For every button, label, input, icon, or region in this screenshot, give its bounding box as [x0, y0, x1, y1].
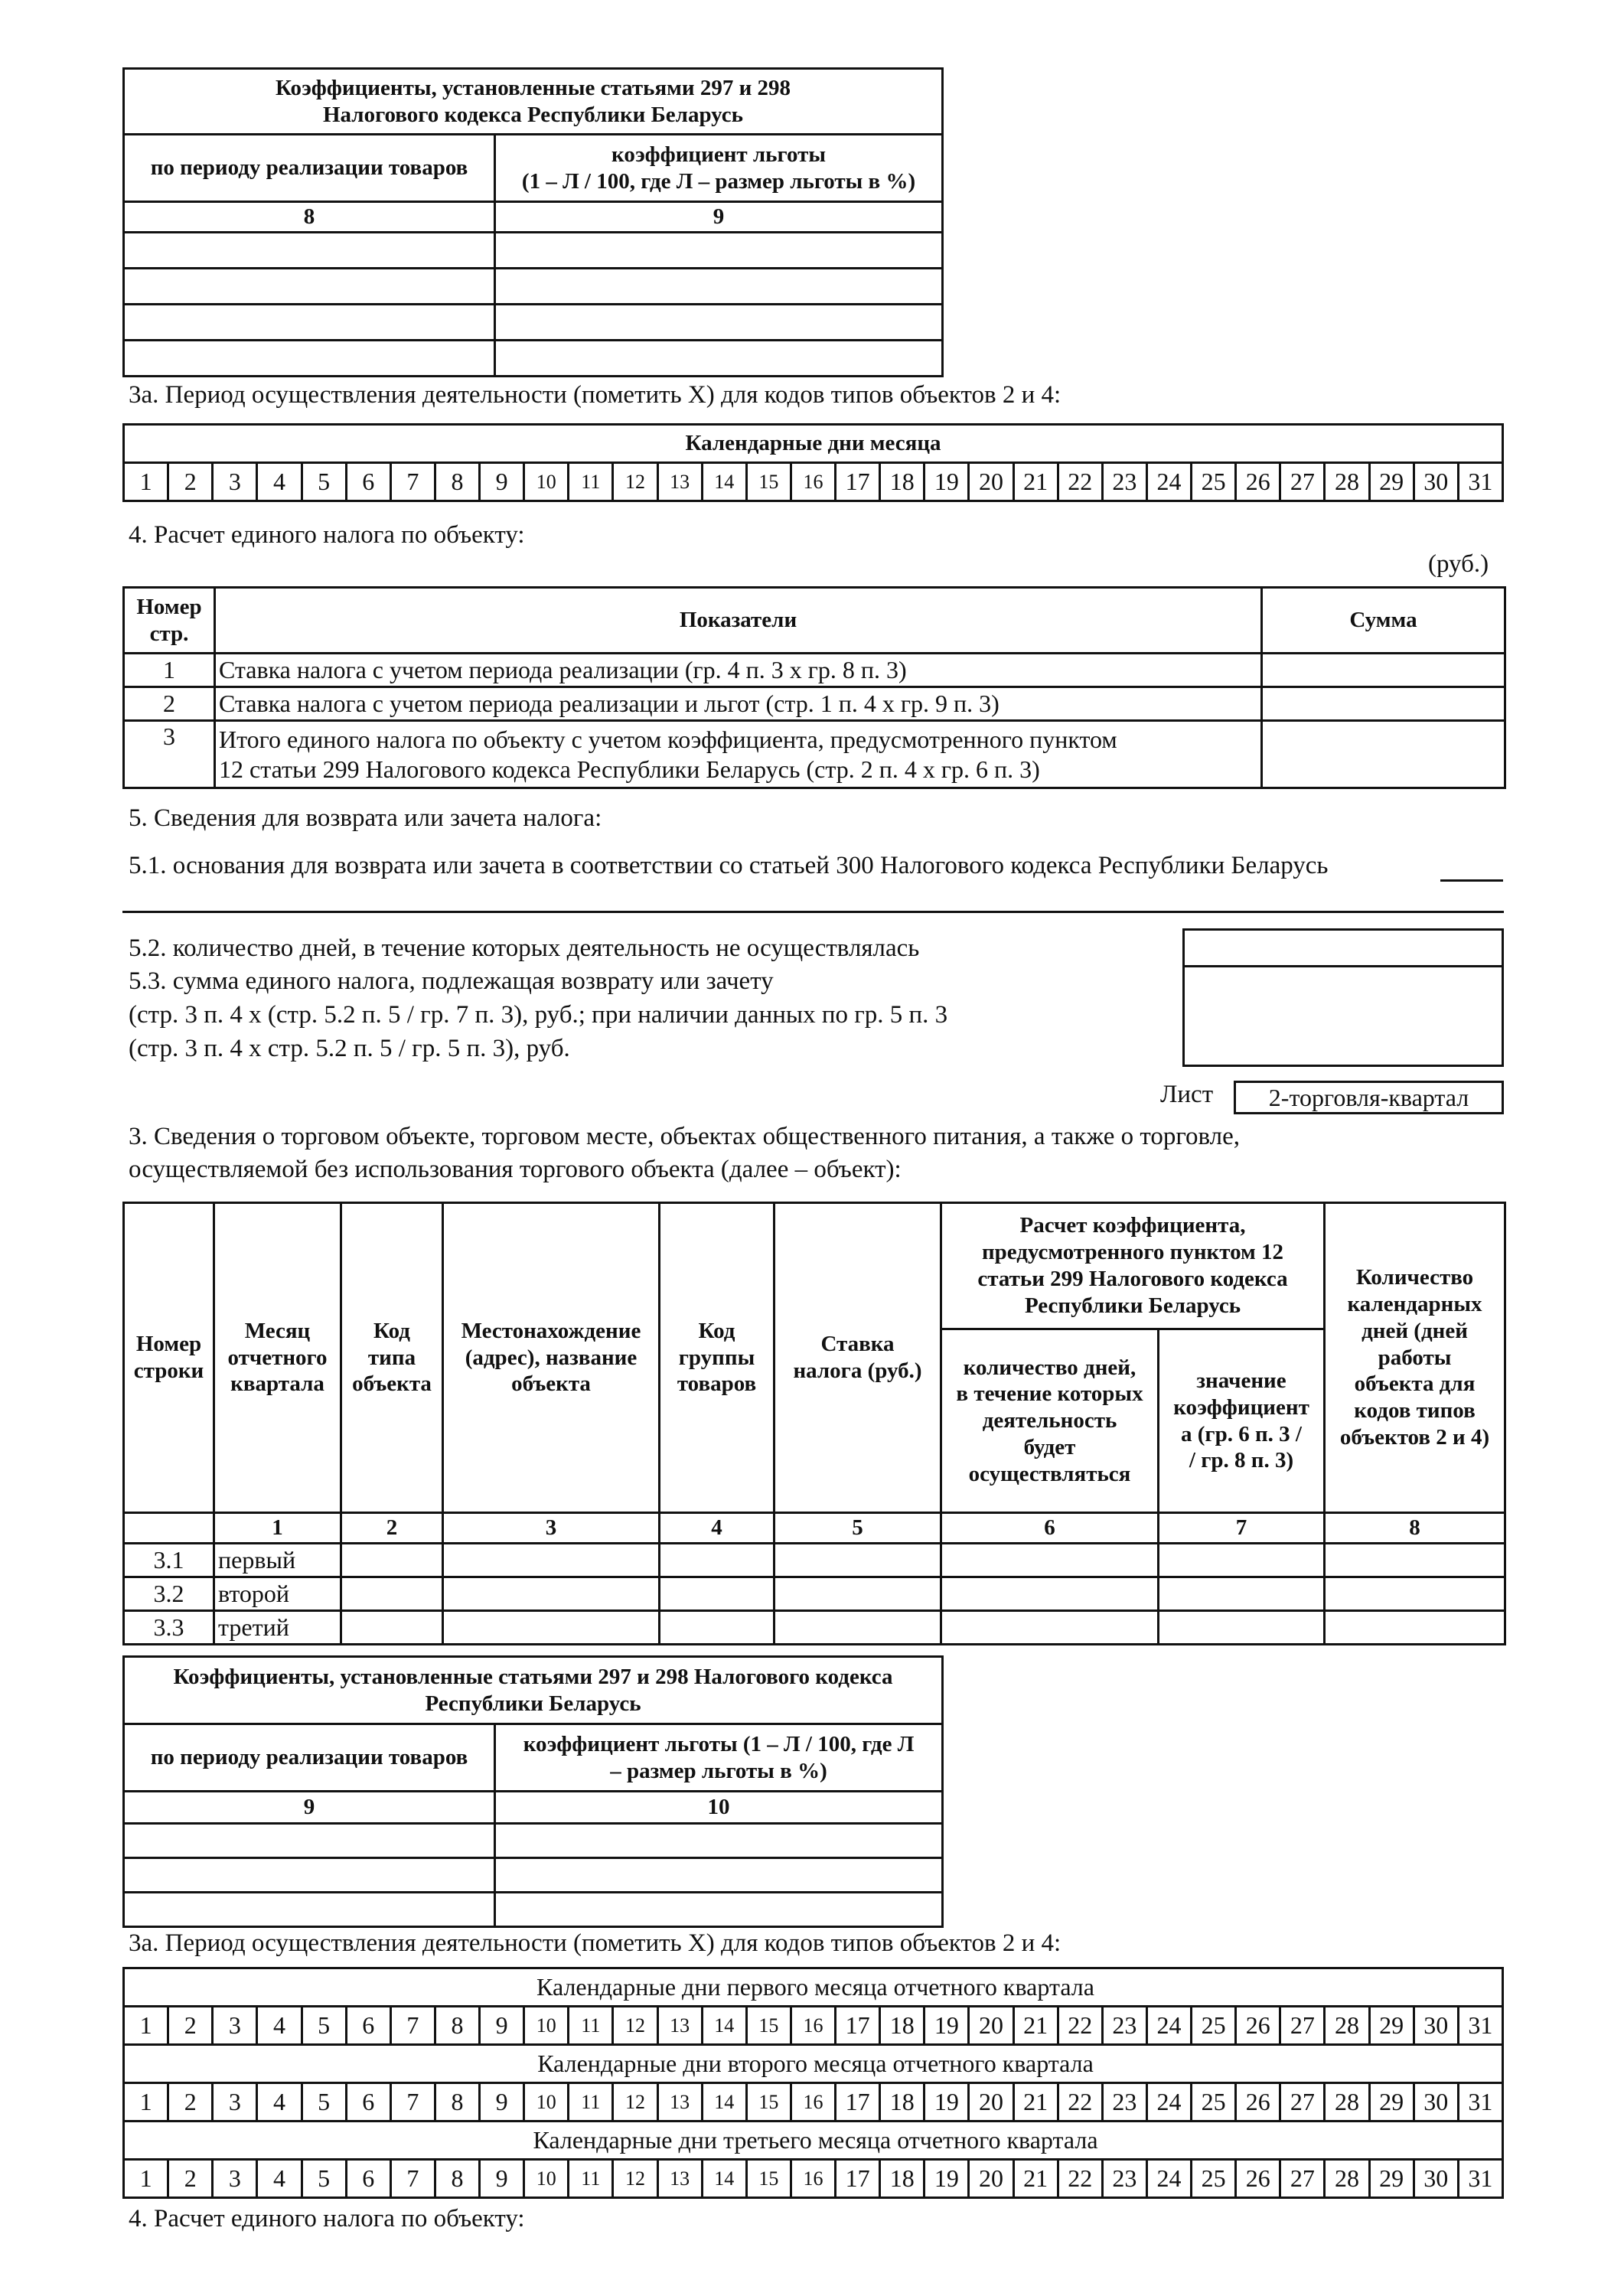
obj-col-address [443, 1203, 660, 1513]
calendar-day-cell[interactable]: 4 [257, 2160, 302, 2198]
calendar-day-cell[interactable]: 25 [1192, 2007, 1236, 2045]
calendar-day-cell[interactable]: 18 [880, 463, 925, 501]
obj-col-month [214, 1203, 341, 1513]
calendar-day-cell[interactable]: 1 [124, 2160, 168, 2198]
coef-cell[interactable] [495, 341, 943, 377]
calendar-day-cell[interactable]: 31 [1458, 2083, 1502, 2122]
month1-day-row [124, 2007, 1503, 2045]
calendar-day-cell[interactable]: 18 [880, 2007, 925, 2045]
obj-col-row-num [124, 1203, 214, 1513]
coef-col-period: по периоду реализации товаров [124, 135, 495, 202]
coef-col-benefit [495, 135, 943, 202]
header-line: Код [698, 1318, 735, 1343]
calendar-day-cell[interactable]: 20 [969, 2160, 1013, 2198]
section-5-divider [122, 911, 1504, 913]
obj-cell[interactable] [1159, 1577, 1325, 1611]
obj-cell[interactable] [941, 1611, 1159, 1645]
obj-cell[interactable] [660, 1544, 774, 1577]
month1-header: Календарные дни первого месяца отчетного квартала [124, 1968, 1503, 2007]
coef-table-1 [122, 67, 944, 377]
obj-row-num: 3.1 [124, 1544, 214, 1577]
obj-num-empty [124, 1513, 214, 1544]
calendar-day-cell[interactable]: 22 [1058, 2083, 1102, 2122]
month3-day-row [124, 2160, 1503, 2198]
calendar-day-cell[interactable]: 13 [657, 2007, 702, 2045]
coef-table-2-header-line2: Республики Беларусь [425, 1691, 641, 1716]
tax-row-text: Ставка налога с учетом периода реализации и льгот (стр. 1 п. 4 х гр. 9 п. 3) [215, 687, 1262, 721]
coef-table-1-header-line2: Налогового кодекса Республики Беларусь [322, 102, 744, 127]
month2-day-row [124, 2083, 1503, 2122]
header-line: объекта [352, 1371, 432, 1397]
calendar-day-cell[interactable]: 6 [346, 463, 390, 501]
calendar-day-cell[interactable]: 12 [613, 2160, 657, 2198]
tax-col-sum: Сумма [1262, 588, 1505, 654]
tax-row-sum[interactable] [1262, 721, 1505, 788]
calendar-day-cell[interactable]: 2 [168, 463, 213, 501]
section-5-2-box[interactable] [1184, 930, 1503, 967]
tax-row-sum[interactable] [1262, 687, 1505, 721]
calendar-day-cell[interactable]: 25 [1192, 2083, 1236, 2122]
obj-col-cal-days [1325, 1203, 1505, 1513]
calendar-day-cell[interactable]: 29 [1369, 2160, 1414, 2198]
coef2-cell[interactable] [124, 1893, 495, 1927]
calendar-day-cell[interactable]: 1 [124, 463, 168, 501]
calendar-day-cell[interactable]: 22 [1058, 2160, 1102, 2198]
header-line: отчетного [227, 1345, 328, 1370]
obj-cell[interactable] [941, 1544, 1159, 1577]
calendar-day-cell[interactable]: 19 [925, 2083, 969, 2122]
calendar-day-cell[interactable]: 24 [1146, 2007, 1191, 2045]
calendar-day-cell[interactable]: 7 [390, 2160, 435, 2198]
obj-cell[interactable] [774, 1544, 941, 1577]
obj-cell[interactable] [774, 1611, 941, 1645]
calendar-day-cell[interactable]: 31 [1458, 2007, 1502, 2045]
header-line: объекта [511, 1371, 591, 1397]
obj-cell[interactable] [341, 1611, 443, 1645]
obj-cell[interactable] [341, 1544, 443, 1577]
calendar-day-cell[interactable]: 14 [702, 2007, 746, 2045]
section-3a-2-title: 3а. Период осуществления деятельности (пометить X) для кодов типов объектов 2 и 4: [129, 1929, 1061, 1957]
sheet-label: Лист [1160, 1081, 1214, 1108]
obj-cell[interactable] [443, 1611, 660, 1645]
header-line: Ставка [820, 1332, 895, 1357]
obj-col-coef [1159, 1329, 1325, 1513]
obj-row-num: 3.3 [124, 1611, 214, 1645]
header-line: объектов 2 и 4) [1339, 1424, 1490, 1450]
section-5-3-line2: (стр. 3 п. 4 х (стр. 5.2 п. 5 / гр. 7 п. 3), руб.; при наличии данных по гр. 5 п. 3 [129, 1001, 948, 1029]
calendar-day-cell[interactable]: 16 [791, 463, 835, 501]
calendar-day-cell[interactable]: 19 [925, 2007, 969, 2045]
calendar-day-cell[interactable]: 26 [1236, 463, 1280, 501]
calendar-day-cell[interactable]: 27 [1280, 2160, 1325, 2198]
calendar-days-header: Календарные дни месяца [124, 425, 1503, 463]
header-line: Код [373, 1318, 410, 1343]
calendar-day-cell[interactable]: 4 [257, 2083, 302, 2122]
coef-table-1-header [124, 69, 943, 135]
calendar-day-cell[interactable]: 4 [257, 463, 302, 501]
calendar-day-cell[interactable]: 26 [1236, 2083, 1280, 2122]
calendar-day-cell[interactable]: 10 [524, 2007, 569, 2045]
calendar-day-cell[interactable]: 12 [613, 2007, 657, 2045]
calendar-day-cell[interactable]: 14 [702, 2160, 746, 2198]
header-line: коэффициент [1173, 1394, 1309, 1420]
tax-col-indicators: Показатели [215, 588, 1262, 654]
calendar-day-cell[interactable]: 22 [1058, 463, 1102, 501]
tax-row-text [215, 721, 1262, 788]
coef-cell[interactable] [124, 233, 495, 269]
section-3-title-line1: 3. Сведения о торговом объекте, торговом месте, объектах общественного питания, а также о торговле, [129, 1123, 1241, 1150]
calendar-day-cell[interactable]: 1 [124, 2083, 168, 2122]
obj-num: 4 [660, 1513, 774, 1544]
header-line: деятельность [982, 1408, 1117, 1433]
calendar-day-cell[interactable]: 7 [390, 463, 435, 501]
calendar-day-cell[interactable]: 23 [1102, 2160, 1146, 2198]
coef-cell[interactable] [495, 269, 943, 305]
tax-row-text: Ставка налога с учетом периода реализации (гр. 4 п. 3 х гр. 8 п. 3) [215, 654, 1262, 687]
coef2-cell[interactable] [124, 1824, 495, 1858]
calendar-day-cell[interactable]: 1 [124, 2007, 168, 2045]
coef2-num-10: 10 [495, 1792, 943, 1824]
header-line: осуществляться [968, 1461, 1131, 1486]
header-line: квартала [230, 1371, 324, 1397]
calendar-day-cell[interactable]: 21 [1013, 463, 1058, 501]
coef2-col-benefit [495, 1724, 943, 1792]
header-line: товаров [677, 1371, 757, 1397]
obj-row-num: 3.2 [124, 1577, 214, 1611]
obj-num: 8 [1325, 1513, 1505, 1544]
obj-row-month: третий [214, 1611, 341, 1645]
calendar-day-cell[interactable]: 14 [702, 463, 746, 501]
section-4-title: 4. Расчет единого налога по объекту: [129, 521, 525, 549]
calendar-day-cell[interactable]: 13 [657, 2160, 702, 2198]
calendar-day-cell[interactable]: 8 [435, 2007, 479, 2045]
obj-cell[interactable] [1325, 1544, 1505, 1577]
coef2-cell[interactable] [495, 1858, 943, 1893]
tax-col-num [124, 588, 215, 654]
calendar-day-cell[interactable]: 5 [302, 2160, 346, 2198]
header-line: / гр. 8 п. 3) [1189, 1448, 1294, 1473]
coef-table-1-header-line1: Коэффициенты, установленные статьями 297 и 298 [275, 75, 791, 100]
calendar-day-cell[interactable]: 29 [1369, 2083, 1414, 2122]
calendar-day-cell[interactable]: 21 [1013, 2083, 1058, 2122]
calendar-day-cell[interactable]: 31 [1458, 2160, 1502, 2198]
calendar-day-cell[interactable]: 10 [524, 2083, 569, 2122]
header-line: (адрес), название [465, 1345, 638, 1370]
calendar-day-cell[interactable]: 11 [569, 2007, 613, 2045]
header-line: налога (руб.) [793, 1358, 922, 1383]
calendar-day-cell[interactable]: 29 [1369, 2007, 1414, 2045]
calendar-day-cell[interactable]: 23 [1102, 2007, 1146, 2045]
calendar-day-cell[interactable]: 18 [880, 2160, 925, 2198]
obj-col-calc [941, 1203, 1325, 1329]
header-line: Расчет коэффициента, [1019, 1213, 1246, 1238]
calendar-day-cell[interactable]: 30 [1414, 2007, 1458, 2045]
calendar-day-cell[interactable]: 25 [1192, 463, 1236, 501]
calendar-day-row [124, 463, 1503, 501]
coef-table-2-header-line1: Коэффициенты, установленные статьями 297 и 298 Налогового кодекса [173, 1664, 893, 1689]
calendar-day-cell[interactable]: 5 [302, 463, 346, 501]
calendar-day-cell[interactable]: 20 [969, 2083, 1013, 2122]
header-line: календарных [1347, 1292, 1482, 1316]
obj-col-group [660, 1203, 774, 1513]
tax-row-num: 3 [124, 721, 215, 788]
obj-num: 1 [214, 1513, 341, 1544]
obj-cell[interactable] [1325, 1611, 1505, 1645]
header-line: будет [1023, 1434, 1076, 1459]
calendar-day-cell[interactable]: 13 [657, 2083, 702, 2122]
sheet-value: 2-торговля-квартал [1235, 1082, 1503, 1114]
calendar-day-cell[interactable]: 15 [746, 2007, 791, 2045]
calendar-day-cell[interactable]: 18 [880, 2083, 925, 2122]
calendar-day-cell[interactable]: 6 [346, 2160, 390, 2198]
calendar-day-cell[interactable]: 23 [1102, 463, 1146, 501]
obj-row [124, 1544, 1505, 1577]
coef-col-benefit-line2: (1 – Л / 100, где Л – размер льготы в %) [521, 168, 916, 194]
calendar-day-cell[interactable]: 17 [836, 2007, 880, 2045]
calendar-day-cell[interactable]: 5 [302, 2007, 346, 2045]
section-5-title: 5. Сведения для возврата или зачета налога: [129, 804, 602, 832]
calendar-day-cell[interactable]: 28 [1325, 2160, 1369, 2198]
calendar-day-cell[interactable]: 8 [435, 2083, 479, 2122]
calendar-day-cell[interactable]: 17 [836, 2083, 880, 2122]
coef2-cell[interactable] [495, 1824, 943, 1858]
calendar-day-cell[interactable]: 7 [390, 2007, 435, 2045]
calendar-day-cell[interactable]: 14 [702, 2083, 746, 2122]
header-line: строки [133, 1358, 204, 1383]
coef-num-9: 9 [495, 202, 943, 233]
section-3a-title: 3а. Период осуществления деятельности (пометить X) для кодов типов объектов 2 и 4: [129, 381, 1061, 409]
sheet-box [1234, 1081, 1504, 1114]
obj-cell[interactable] [1159, 1544, 1325, 1577]
calendar-day-cell[interactable]: 7 [390, 2083, 435, 2122]
calendar-day-cell[interactable]: 16 [791, 2007, 835, 2045]
obj-num: 5 [774, 1513, 941, 1544]
calendar-day-cell[interactable]: 25 [1192, 2160, 1236, 2198]
obj-cell[interactable] [660, 1577, 774, 1611]
section-5-2: 5.2. количество дней, в течение которых деятельность не осуществлялась [129, 934, 920, 962]
calendar-day-cell[interactable]: 26 [1236, 2160, 1280, 2198]
coef-cell[interactable] [495, 233, 943, 269]
calendar-day-cell[interactable]: 17 [836, 463, 880, 501]
calendar-day-cell[interactable]: 8 [435, 463, 479, 501]
coef2-cell[interactable] [124, 1858, 495, 1893]
obj-cell[interactable] [1159, 1611, 1325, 1645]
coef-cell[interactable] [495, 305, 943, 341]
calendar-day-cell[interactable]: 16 [791, 2160, 835, 2198]
tax-calc-table [122, 586, 1506, 789]
header-line: количество дней, [963, 1355, 1136, 1380]
section-5-1-field[interactable] [1440, 879, 1503, 882]
obj-row [124, 1577, 1505, 1611]
calendar-day-cell[interactable]: 30 [1414, 2160, 1458, 2198]
header-line: Республики Беларусь [1024, 1293, 1241, 1318]
calendar-days-table [122, 423, 1504, 502]
calendar-day-cell[interactable]: 26 [1236, 2007, 1280, 2045]
calendar-day-cell[interactable]: 29 [1369, 463, 1414, 501]
coef-cell[interactable] [124, 269, 495, 305]
header-line: Номер [135, 1332, 202, 1357]
tax-row-text-line1: Итого единого налога по объекту с учетом коэффициента, предусмотренного пунктом [219, 726, 1117, 754]
coef2-cell[interactable] [495, 1893, 943, 1927]
calendar-day-cell[interactable]: 19 [925, 463, 969, 501]
calendar-day-cell[interactable]: 17 [836, 2160, 880, 2198]
calendar-day-cell[interactable]: 21 [1013, 2160, 1058, 2198]
obj-num-row [124, 1513, 1505, 1544]
obj-cell[interactable] [660, 1611, 774, 1645]
quarter-calendar-table [122, 1967, 1504, 2199]
coef-col-benefit-line1: коэффициент льготы [611, 142, 826, 167]
obj-cell[interactable] [341, 1577, 443, 1611]
section-5-3-box[interactable] [1184, 967, 1503, 1066]
section-5-boxes [1182, 928, 1504, 1067]
tax-col-num-line1: Номер [136, 594, 202, 619]
calendar-day-cell[interactable]: 6 [346, 2083, 390, 2122]
header-line: объекта для [1354, 1371, 1476, 1397]
calendar-day-cell[interactable]: 15 [746, 463, 791, 501]
calendar-day-cell[interactable]: 21 [1013, 2007, 1058, 2045]
calendar-day-cell[interactable]: 2 [168, 2007, 213, 2045]
coef2-col-period: по периоду реализации товаров [124, 1724, 495, 1792]
obj-row-month: первый [214, 1544, 341, 1577]
calendar-day-cell[interactable]: 4 [257, 2007, 302, 2045]
header-line: дней (дней [1361, 1318, 1468, 1343]
header-line: значение [1196, 1368, 1286, 1393]
coef2-col-benefit-line1: коэффициент льготы (1 – Л / 100, где Л [523, 1731, 915, 1756]
month2-header: Календарные дни второго месяца отчетного квартала [124, 2045, 1503, 2083]
calendar-day-cell[interactable]: 23 [1102, 2083, 1146, 2122]
calendar-day-cell[interactable]: 28 [1325, 463, 1369, 501]
calendar-day-cell[interactable]: 3 [213, 2160, 257, 2198]
header-line: в течение которых [956, 1381, 1143, 1407]
obj-cell[interactable] [443, 1544, 660, 1577]
section-4-2-title: 4. Расчет единого налога по объекту: [129, 2205, 525, 2232]
calendar-day-cell[interactable]: 11 [569, 463, 613, 501]
section-5-3-line3: (стр. 3 п. 4 х стр. 5.2 п. 5 / гр. 5 п. 3), руб. [129, 1035, 570, 1062]
obj-col-days [941, 1329, 1159, 1513]
tax-row-text-line2: 12 статьи 299 Налогового кодекса Республики Беларусь (стр. 2 п. 4 х гр. 6 п. 3) [219, 755, 1040, 783]
calendar-day-cell[interactable]: 8 [435, 2160, 479, 2198]
header-line: предусмотренного пунктом 12 [981, 1240, 1284, 1265]
calendar-day-cell[interactable]: 3 [213, 2007, 257, 2045]
tax-row-sum[interactable] [1262, 654, 1505, 687]
tax-col-num-line2: стр. [149, 621, 189, 646]
objects-table [122, 1202, 1506, 1645]
calendar-day-cell[interactable]: 5 [302, 2083, 346, 2122]
calendar-day-cell[interactable]: 2 [168, 2083, 213, 2122]
obj-cell[interactable] [443, 1577, 660, 1611]
header-line: Количество [1355, 1265, 1474, 1290]
obj-row-month: второй [214, 1577, 341, 1611]
header-line: работы [1378, 1345, 1452, 1370]
obj-col-rate [774, 1203, 941, 1513]
calendar-day-cell[interactable]: 20 [969, 2007, 1013, 2045]
calendar-day-cell[interactable]: 9 [480, 2007, 524, 2045]
calendar-day-cell[interactable]: 9 [480, 2083, 524, 2122]
header-line: а (гр. 6 п. 3 / [1181, 1421, 1302, 1446]
calendar-day-cell[interactable]: 9 [480, 463, 524, 501]
calendar-day-cell[interactable]: 15 [746, 2160, 791, 2198]
obj-num: 3 [443, 1513, 660, 1544]
coef2-col-benefit-line2: – размер льготы в %) [610, 1758, 827, 1783]
calendar-day-cell[interactable]: 24 [1146, 463, 1191, 501]
coef-cell[interactable] [124, 305, 495, 341]
header-line: Месяц [244, 1318, 311, 1343]
calendar-day-cell[interactable]: 28 [1325, 2007, 1369, 2045]
calendar-day-cell[interactable]: 27 [1280, 2007, 1325, 2045]
tax-row-num: 1 [124, 654, 215, 687]
calendar-day-cell[interactable]: 6 [346, 2007, 390, 2045]
calendar-day-cell[interactable]: 24 [1146, 2160, 1191, 2198]
calendar-day-cell[interactable]: 19 [925, 2160, 969, 2198]
calendar-day-cell[interactable]: 3 [213, 463, 257, 501]
calendar-day-cell[interactable]: 13 [657, 463, 702, 501]
header-line: Местонахождение [461, 1318, 641, 1343]
calendar-day-cell[interactable]: 9 [480, 2160, 524, 2198]
obj-num: 7 [1159, 1513, 1325, 1544]
calendar-day-cell[interactable]: 30 [1414, 463, 1458, 501]
calendar-day-cell[interactable]: 11 [569, 2083, 613, 2122]
calendar-day-cell[interactable]: 31 [1458, 463, 1502, 501]
calendar-day-cell[interactable]: 27 [1280, 463, 1325, 501]
header-line: кодов типов [1354, 1398, 1476, 1424]
calendar-day-cell[interactable]: 12 [613, 2083, 657, 2122]
obj-cell[interactable] [774, 1577, 941, 1611]
obj-col-type [341, 1203, 443, 1513]
calendar-day-cell[interactable]: 24 [1146, 2083, 1191, 2122]
month3-header: Календарные дни третьего месяца отчетного квартала [124, 2122, 1503, 2160]
coef-num-8: 8 [124, 202, 495, 233]
calendar-day-cell[interactable]: 27 [1280, 2083, 1325, 2122]
obj-num: 2 [341, 1513, 443, 1544]
section-3-title-line2: осуществляемой без использования торгового объекта (далее – объект): [129, 1156, 902, 1183]
calendar-day-cell[interactable]: 10 [524, 2160, 569, 2198]
calendar-day-cell[interactable]: 2 [168, 2160, 213, 2198]
obj-num: 6 [941, 1513, 1159, 1544]
coef2-num-9: 9 [124, 1792, 495, 1824]
obj-cell[interactable] [1325, 1577, 1505, 1611]
coef-table-2 [122, 1655, 944, 1928]
calendar-day-cell[interactable]: 15 [746, 2083, 791, 2122]
unit-label: (руб.) [1428, 550, 1489, 578]
obj-row [124, 1611, 1505, 1645]
calendar-day-cell[interactable]: 20 [969, 463, 1013, 501]
calendar-day-cell[interactable]: 10 [524, 463, 569, 501]
calendar-day-cell[interactable]: 12 [613, 463, 657, 501]
calendar-day-cell[interactable]: 22 [1058, 2007, 1102, 2045]
calendar-day-cell[interactable]: 16 [791, 2083, 835, 2122]
header-line: типа [367, 1345, 416, 1370]
calendar-day-cell[interactable]: 11 [569, 2160, 613, 2198]
coef-table-2-header [124, 1657, 943, 1724]
header-line: статьи 299 Налогового кодекса [977, 1267, 1288, 1291]
section-5-1: 5.1. основания для возврата или зачета в соответствии со статьей 300 Налогового кодекса Республики Беларусь [129, 852, 1329, 879]
calendar-day-cell[interactable]: 3 [213, 2083, 257, 2122]
section-5-3-line1: 5.3. сумма единого налога, подлежащая возврату или зачету [129, 967, 774, 995]
header-line: группы [678, 1345, 755, 1370]
calendar-day-cell[interactable]: 28 [1325, 2083, 1369, 2122]
coef-cell[interactable] [124, 341, 495, 377]
calendar-day-cell[interactable]: 30 [1414, 2083, 1458, 2122]
tax-row-num: 2 [124, 687, 215, 721]
obj-cell[interactable] [941, 1577, 1159, 1611]
